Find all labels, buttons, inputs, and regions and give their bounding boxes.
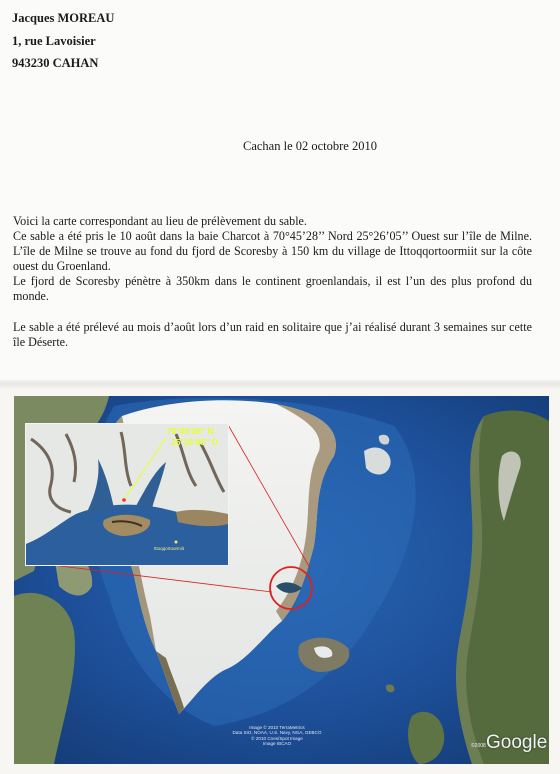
inset-map — [25, 423, 229, 566]
paper-fold — [0, 380, 560, 388]
satellite-map — [14, 396, 549, 764]
google-logo: Google — [486, 732, 548, 753]
body-paragraph-location: Ce sable a été pris le 10 août dans la baie Charcot à 70°45’28’’ Nord 25°26’05’’ Ouest sur l’île de Milne. L’île de Milne se trouve au fond du fjord de Scoresby à 150 km du village de Ittoqqortoormiit sur la côte ouest du Groenland. — [13, 229, 532, 273]
dateline: Cachan le 02 octobre 2010 — [243, 139, 377, 153]
sender-street: 1, rue Lavoisier — [12, 33, 96, 48]
inset-village-label: Ittoqqortoormiit — [154, 546, 185, 551]
sender-name: Jacques MOREAU — [12, 11, 115, 25]
letter-body — [13, 214, 532, 350]
coordinate-north-label: 70°45’28’’ N — [167, 426, 214, 436]
sender-address — [12, 7, 114, 75]
sender-city: 943230 CAHAN — [12, 56, 99, 70]
imagery-credits — [232, 725, 322, 747]
credit-line: Data SIO, NOAA, U.S. Navy, NGA, GEBCO — [232, 730, 322, 736]
letter-page — [0, 0, 560, 384]
body-paragraph-fjord: Le fjord de Scoresby pénètre à 350km dans le continent groenlandais, il est l’un des plus profond du monde. — [13, 274, 532, 303]
credit-line: Image © 2010 TerraMetrics — [249, 725, 305, 730]
copyright-text: ©2008 — [471, 743, 486, 749]
body-paragraph-raid: Le sable a été prélevé au mois d’août lors d’un raid en solitaire que j’ai réalisé durant 3 semaines sur cette île Déserte. — [13, 320, 532, 349]
credit-line: Image IBCAO — [262, 741, 292, 747]
credit-line: © 2010 Cnes/Spot Image — [251, 735, 303, 741]
inset-location-dot — [122, 498, 126, 502]
coordinate-west-label: 25°26’05’’ O — [171, 437, 219, 447]
body-paragraph-intro: Voici la carte correspondant au lieu de prélèvement du sable. — [13, 214, 307, 228]
inset-village-dot — [175, 541, 178, 544]
